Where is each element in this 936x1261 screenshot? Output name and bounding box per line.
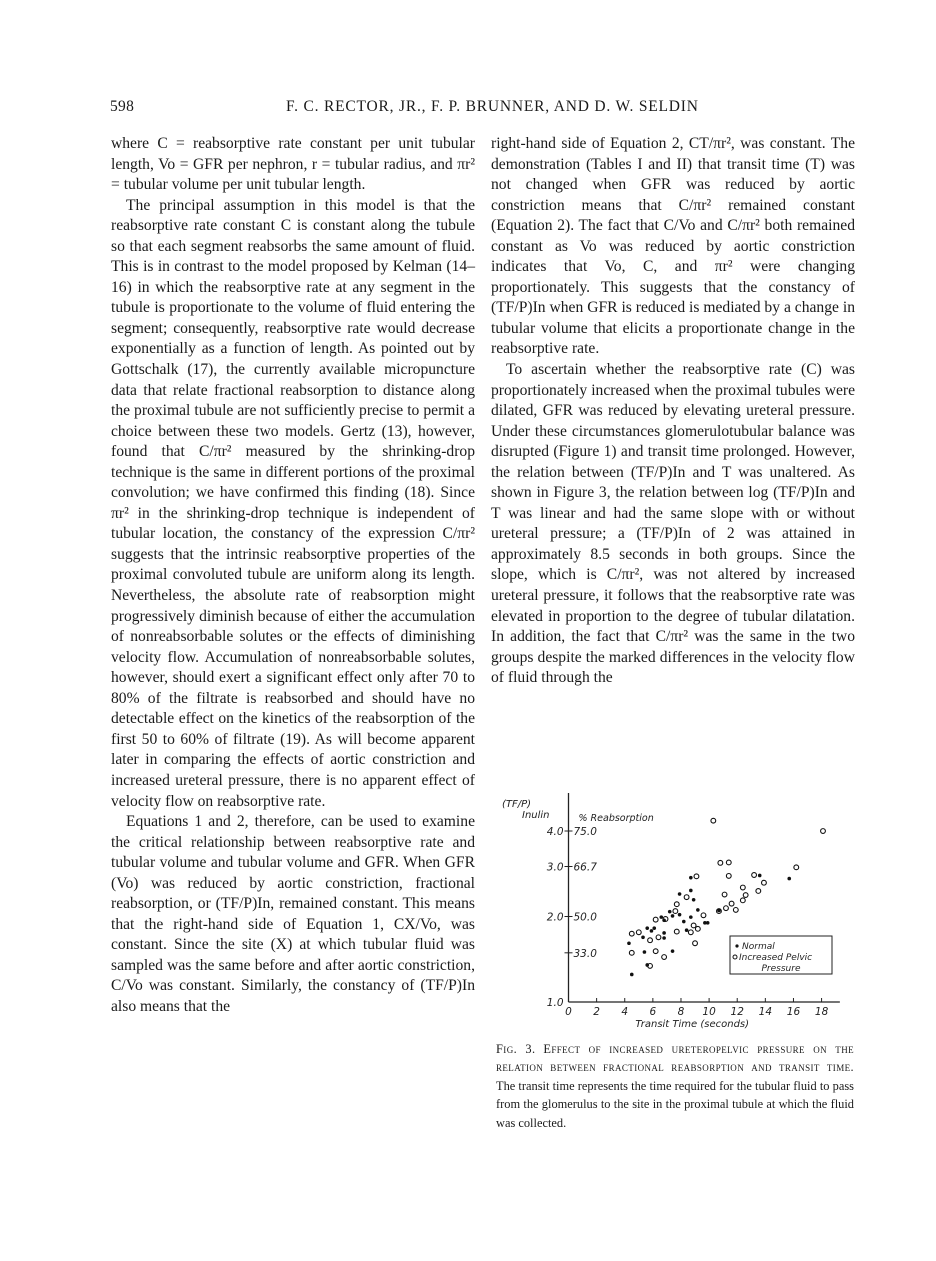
paragraph: The principal assumption in this model is that the reabsorptive rate constant C is constant along the tubule so that each segment reabsorbs the same amount of fluid. This is in contrast to the model proposed by Kelman (14–16) in which the reabsorptive rate at any segment in the tubule is proportionate to the volume of fluid entering the segment; consequently, reabsorptive rate would decrease exponentially as a function of length. As pointed out by Gottschalk (17), the currently available micropuncture data that relate fractional reabsorption to distance along the proximal tubule are not sufficiently precise to permit a choice between these two models. Gertz (13), however, found that C/πr² measured by the shrinking-drop technique is the same in different portions of the proximal convolution; we have confirmed this finding (18). Since πr² in the shrinking-drop technique is independent of tubular location, the constancy of the expression C/πr² suggests that the intrinsic reabsorptive properties of the proximal convoluted tubule are uniform along its length. Nevertheless, the absolute rate of reabsorption might progressively diminish because of either the accumulation of nonreabsorbable solutes or the effects of diminishing velocity flow. Accumulation of nonreabsorbable solutes, however, should exert a significant effect only after 70 to 80% of the filtrate is reabsorbed and should have no detectable effect on the kinetics of the reabsorption of the first 50 to 60% of filtrate (19). As will become apparent later in comparing the effects of aortic constriction and increased ureteral pressure, there is no apparent effect of velocity flow on reabsorptive rate. [111, 196, 475, 810]
data-point-increased-pressure [648, 938, 653, 943]
data-point-increased-pressure [724, 906, 729, 911]
data-point-increased-pressure [691, 923, 696, 928]
data-point-increased-pressure [722, 892, 727, 897]
data-point-increased-pressure [762, 880, 767, 885]
data-point-increased-pressure [711, 818, 716, 823]
legend-normal-marker [735, 944, 738, 947]
left-column [111, 134, 475, 1018]
data-point-increased-pressure [794, 865, 799, 870]
x-tick-label: 8 [677, 1006, 685, 1018]
caption-label: Fig. 3. [496, 1042, 536, 1056]
data-point-increased-pressure [740, 898, 745, 903]
data-point-normal [758, 874, 762, 878]
x-tick-label: 12 [730, 1006, 744, 1018]
data-point-normal [685, 928, 689, 932]
data-point-normal [678, 913, 682, 917]
paragraph: where C = reabsorptive rate constant per unit tubular length, Vo = GFR per nephron, r = tubular radius, and πr² = tubular volume per unit tubular length. [111, 135, 475, 194]
y-tick-secondary-label: 75.0 [573, 826, 597, 839]
caption-title: Effect of increased ureteropelvic pressure on the relation between fractional reabsorption and transit time. [496, 1042, 854, 1075]
data-point-increased-pressure [695, 926, 700, 931]
data-point-normal [659, 915, 663, 919]
y-tick-secondary-label: 33.0 [573, 947, 597, 960]
data-point-normal [643, 950, 647, 954]
data-point-normal [689, 915, 693, 919]
data-point-increased-pressure [674, 902, 679, 907]
data-point-increased-pressure [752, 873, 757, 878]
data-point-normal [706, 921, 710, 925]
y-tick-secondary-label: 50.0 [573, 911, 597, 924]
y-axis-label-sub: Inulin [522, 810, 550, 821]
data-point-increased-pressure [653, 917, 658, 922]
data-point-normal [689, 876, 693, 880]
data-point-increased-pressure [653, 949, 658, 954]
y-tick-label: 2.0 [546, 911, 564, 924]
data-point-increased-pressure [629, 950, 634, 955]
y-axis-label: (TF/P) [502, 799, 532, 810]
data-point-normal [682, 920, 686, 924]
legend-normal-label: Normal [742, 942, 775, 952]
page-number: 598 [110, 98, 135, 115]
data-point-normal [652, 926, 656, 930]
x-tick-label: 0 [565, 1006, 572, 1018]
x-tick-label: 10 [702, 1006, 716, 1018]
caption-body: The transit time represents the time required for the tubular fluid to pass from the glomerulus to the site in the proximal tubule at which the fluid was collected. [496, 1078, 854, 1130]
x-tick-label: 6 [649, 1006, 657, 1018]
data-point-normal [696, 908, 700, 912]
data-point-increased-pressure [726, 860, 731, 865]
data-point-increased-pressure [693, 941, 698, 946]
data-point-increased-pressure [729, 901, 734, 906]
data-point-increased-pressure [726, 873, 731, 878]
x-tick-label: 2 [593, 1006, 600, 1018]
figure-3-chart [490, 785, 860, 1035]
data-point-normal [627, 941, 631, 945]
data-point-increased-pressure [684, 895, 689, 900]
data-point-normal [630, 973, 634, 977]
paragraph: right-hand side of Equation 2, CT/πr², was constant. The demonstration (Tables I and II) that transit time (T) was not changed when GFR was reduced by aortic constriction means that C/πr² remained constant (Equation 2). The fact that C/Vo and C/πr² both remained constant as Vo was reduced by aortic constriction indicates that Vo, C, and πr² were changing proportionately. This suggests that the constancy of (TF/P)In when GFR is reduced is mediated by a change in tubular volume that elicits a proportionate change in the reabsorptive rate. [491, 135, 855, 358]
legend-pressure-label: Increased Pelvic [739, 953, 813, 963]
y-tick-label: 3.0 [546, 861, 564, 874]
data-point-normal [668, 910, 672, 914]
data-point-increased-pressure [656, 935, 661, 940]
y-axis-secondary-label: % Reabsorption [578, 813, 654, 824]
data-point-normal [678, 892, 682, 896]
scatter-plot [490, 785, 860, 1035]
data-point-normal [662, 936, 666, 940]
data-point-normal [671, 914, 675, 918]
data-point-increased-pressure [694, 874, 699, 879]
data-point-normal [645, 926, 649, 930]
legend-pressure-label-2: Pressure [761, 964, 801, 974]
data-point-increased-pressure [673, 909, 678, 914]
figure-caption [496, 1040, 854, 1132]
data-point-increased-pressure [701, 913, 706, 918]
paragraph: Equations 1 and 2, therefore, can be used to examine the critical relationship between reabsorptive rate and tubular volume and tubular volume and GFR. When GFR (Vo) was reduced by aortic constriction, fractional reabsorption, or (TF/P)In, remained constant. This means that the right-hand side of Equation 1, CX/Vo, was constant. Since the site (X) at which tubular fluid was sampled was the same before and after aortic constriction, C/Vo was constant. Similarly, the constancy of (TF/P)In also means that the [111, 813, 475, 1015]
data-point-normal [671, 949, 675, 953]
data-point-increased-pressure [662, 955, 667, 960]
data-point-increased-pressure [740, 885, 745, 890]
data-point-increased-pressure [636, 930, 641, 935]
data-point-increased-pressure [756, 889, 761, 894]
data-point-increased-pressure [688, 930, 693, 935]
right-column [491, 134, 855, 689]
y-tick-label: 1.0 [546, 997, 564, 1009]
x-tick-label: 16 [786, 1006, 801, 1018]
data-point-increased-pressure [629, 931, 634, 936]
x-axis-label: Transit Time (seconds) [635, 1019, 750, 1030]
x-tick-label: 14 [758, 1006, 773, 1018]
data-point-normal [662, 931, 666, 935]
data-point-increased-pressure [743, 893, 748, 898]
x-tick-label: 18 [814, 1006, 829, 1018]
data-point-normal [641, 935, 645, 939]
data-point-normal [689, 889, 693, 893]
running-head-authors: F. C. RECTOR, JR., F. P. BRUNNER, AND D. W. SELDIN [286, 98, 699, 115]
y-tick-label: 4.0 [546, 826, 564, 839]
data-point-increased-pressure [733, 908, 738, 913]
data-point-normal [787, 877, 791, 881]
data-point-increased-pressure [718, 860, 723, 865]
paragraph: To ascertain whether the reabsorptive rate (C) was proportionately increased when the proximal tubules were dilated, GFR was reduced by elevating ureteral pressure. Under these circumstances glomerulotubular balance was disrupted (Figure 1) and transit time prolonged. However, the relation between (TF/P)In and T was unaltered. As shown in Figure 3, the relation between log (TF/P)In and T was linear and had the same slope with or without ureteral pressure; a (TF/P)In of 2 was attained in approximately 8.5 seconds in both groups. Since the slope, which is C/πr², was not altered by increased ureteral pressure, it follows that the reabsorptive rate was elevated in proportion to the degree of tubular dilatation. In addition, the fact that C/πr² was the same in the two groups despite the marked differences in the velocity flow of fluid through the [491, 361, 855, 687]
data-point-normal [650, 929, 654, 933]
data-point-increased-pressure [821, 829, 826, 834]
data-point-normal [692, 898, 696, 902]
y-tick-secondary-label: 66.7 [573, 861, 597, 874]
running-head [110, 98, 850, 118]
x-tick-label: 4 [621, 1006, 629, 1018]
data-point-increased-pressure [674, 929, 679, 934]
